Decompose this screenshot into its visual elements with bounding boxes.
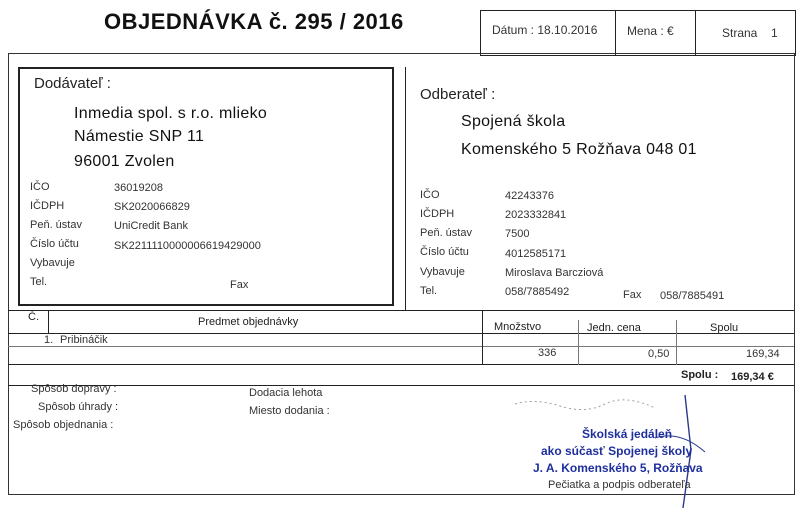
delivery-place-label: Miesto dodania : bbox=[249, 405, 330, 417]
customer-phone-value: 058/7885492 bbox=[505, 286, 570, 298]
stamp-line-3: J. A. Komenského 5, Rožňava bbox=[533, 461, 703, 475]
customer-heading: Odberateľ : bbox=[420, 86, 496, 103]
order-page-number: 1 bbox=[771, 26, 778, 40]
customer-ico-label: IČO bbox=[420, 189, 440, 201]
stamp-line-2: ako súčasť Spojenej školy bbox=[541, 444, 693, 458]
supplier-bank-label: Peň. ústav bbox=[30, 219, 82, 231]
payment-label: Spôsob úhrady : bbox=[38, 401, 119, 413]
customer-bank-label: Peň. ústav bbox=[420, 227, 472, 239]
col-header-num: Č. bbox=[28, 311, 39, 323]
item-row-unit-price: 0,50 bbox=[648, 348, 670, 360]
customer-bank-value: 7500 bbox=[505, 228, 530, 240]
supplier-ico-label: IČO bbox=[30, 181, 50, 193]
supplier-contact-label: Vybavuje bbox=[30, 257, 75, 269]
order-method-label: Spôsob objednania : bbox=[13, 419, 114, 431]
customer-account-value: 4012585171 bbox=[505, 248, 567, 260]
supplier-box bbox=[18, 67, 394, 306]
order-title: OBJEDNÁVKA č. 295 / 2016 bbox=[104, 9, 404, 34]
customer-icdph-value: 2023332841 bbox=[505, 209, 567, 221]
supplier-icdph-value: SK2020066829 bbox=[114, 201, 190, 213]
supplier-street: Námestie SNP 11 bbox=[74, 128, 205, 145]
supplier-heading: Dodávateľ : bbox=[34, 75, 111, 92]
supplier-phone-label: Tel. bbox=[30, 276, 48, 288]
supplier-account-label: Číslo účtu bbox=[30, 238, 79, 250]
col-header-quantity: Množstvo bbox=[494, 321, 542, 333]
customer-name: Spojená škola bbox=[461, 113, 566, 130]
order-currency: Mena : € bbox=[627, 24, 674, 38]
supplier-bank-value: UniCredit Bank bbox=[114, 220, 188, 232]
col-header-item: Predmet objednávky bbox=[198, 316, 299, 328]
supplier-fax-label: Fax bbox=[230, 279, 249, 291]
transport-label: Spôsob dopravy : bbox=[31, 383, 117, 395]
order-date: Dátum : 18.10.2016 bbox=[492, 23, 598, 37]
sum-value: 169,34 € bbox=[731, 371, 774, 383]
signature-caption: Pečiatka a podpis odberateľa bbox=[548, 479, 691, 491]
supplier-name: Inmedia spol. s r.o. mlieko bbox=[74, 105, 268, 122]
col-header-total: Spolu bbox=[710, 322, 739, 334]
customer-address: Komenského 5 Rožňava 048 01 bbox=[461, 141, 697, 158]
customer-account-label: Číslo účtu bbox=[420, 246, 469, 258]
supplier-ico-value: 36019208 bbox=[114, 182, 163, 194]
supplier-icdph-label: IČDPH bbox=[30, 200, 65, 212]
customer-fax-label: Fax bbox=[623, 289, 642, 301]
item-row-total: 169,34 bbox=[746, 348, 780, 360]
item-row-quantity: 336 bbox=[538, 347, 557, 359]
customer-phone-label: Tel. bbox=[420, 285, 438, 297]
sum-label: Spolu : bbox=[681, 369, 719, 381]
item-row-name: Pribináčik bbox=[60, 334, 108, 346]
order-page-label: Strana bbox=[722, 26, 758, 40]
item-row-num: 1. bbox=[44, 334, 54, 346]
customer-contact-value: Miroslava Barcziová bbox=[505, 267, 604, 279]
supplier-account-value: SK2211110000006619429000 bbox=[114, 240, 261, 252]
stamp-line-1: Školská jedáleň bbox=[582, 427, 673, 441]
delivery-time-label: Dodacia lehota bbox=[249, 387, 323, 399]
supplier-city: 96001 Zvolen bbox=[74, 153, 175, 170]
customer-fax-value: 058/7885491 bbox=[660, 290, 725, 302]
customer-contact-label: Vybavuje bbox=[420, 266, 465, 278]
customer-ico-value: 42243376 bbox=[505, 190, 554, 202]
customer-icdph-label: IČDPH bbox=[420, 208, 455, 220]
col-header-unit-price: Jedn. cena bbox=[587, 322, 641, 334]
